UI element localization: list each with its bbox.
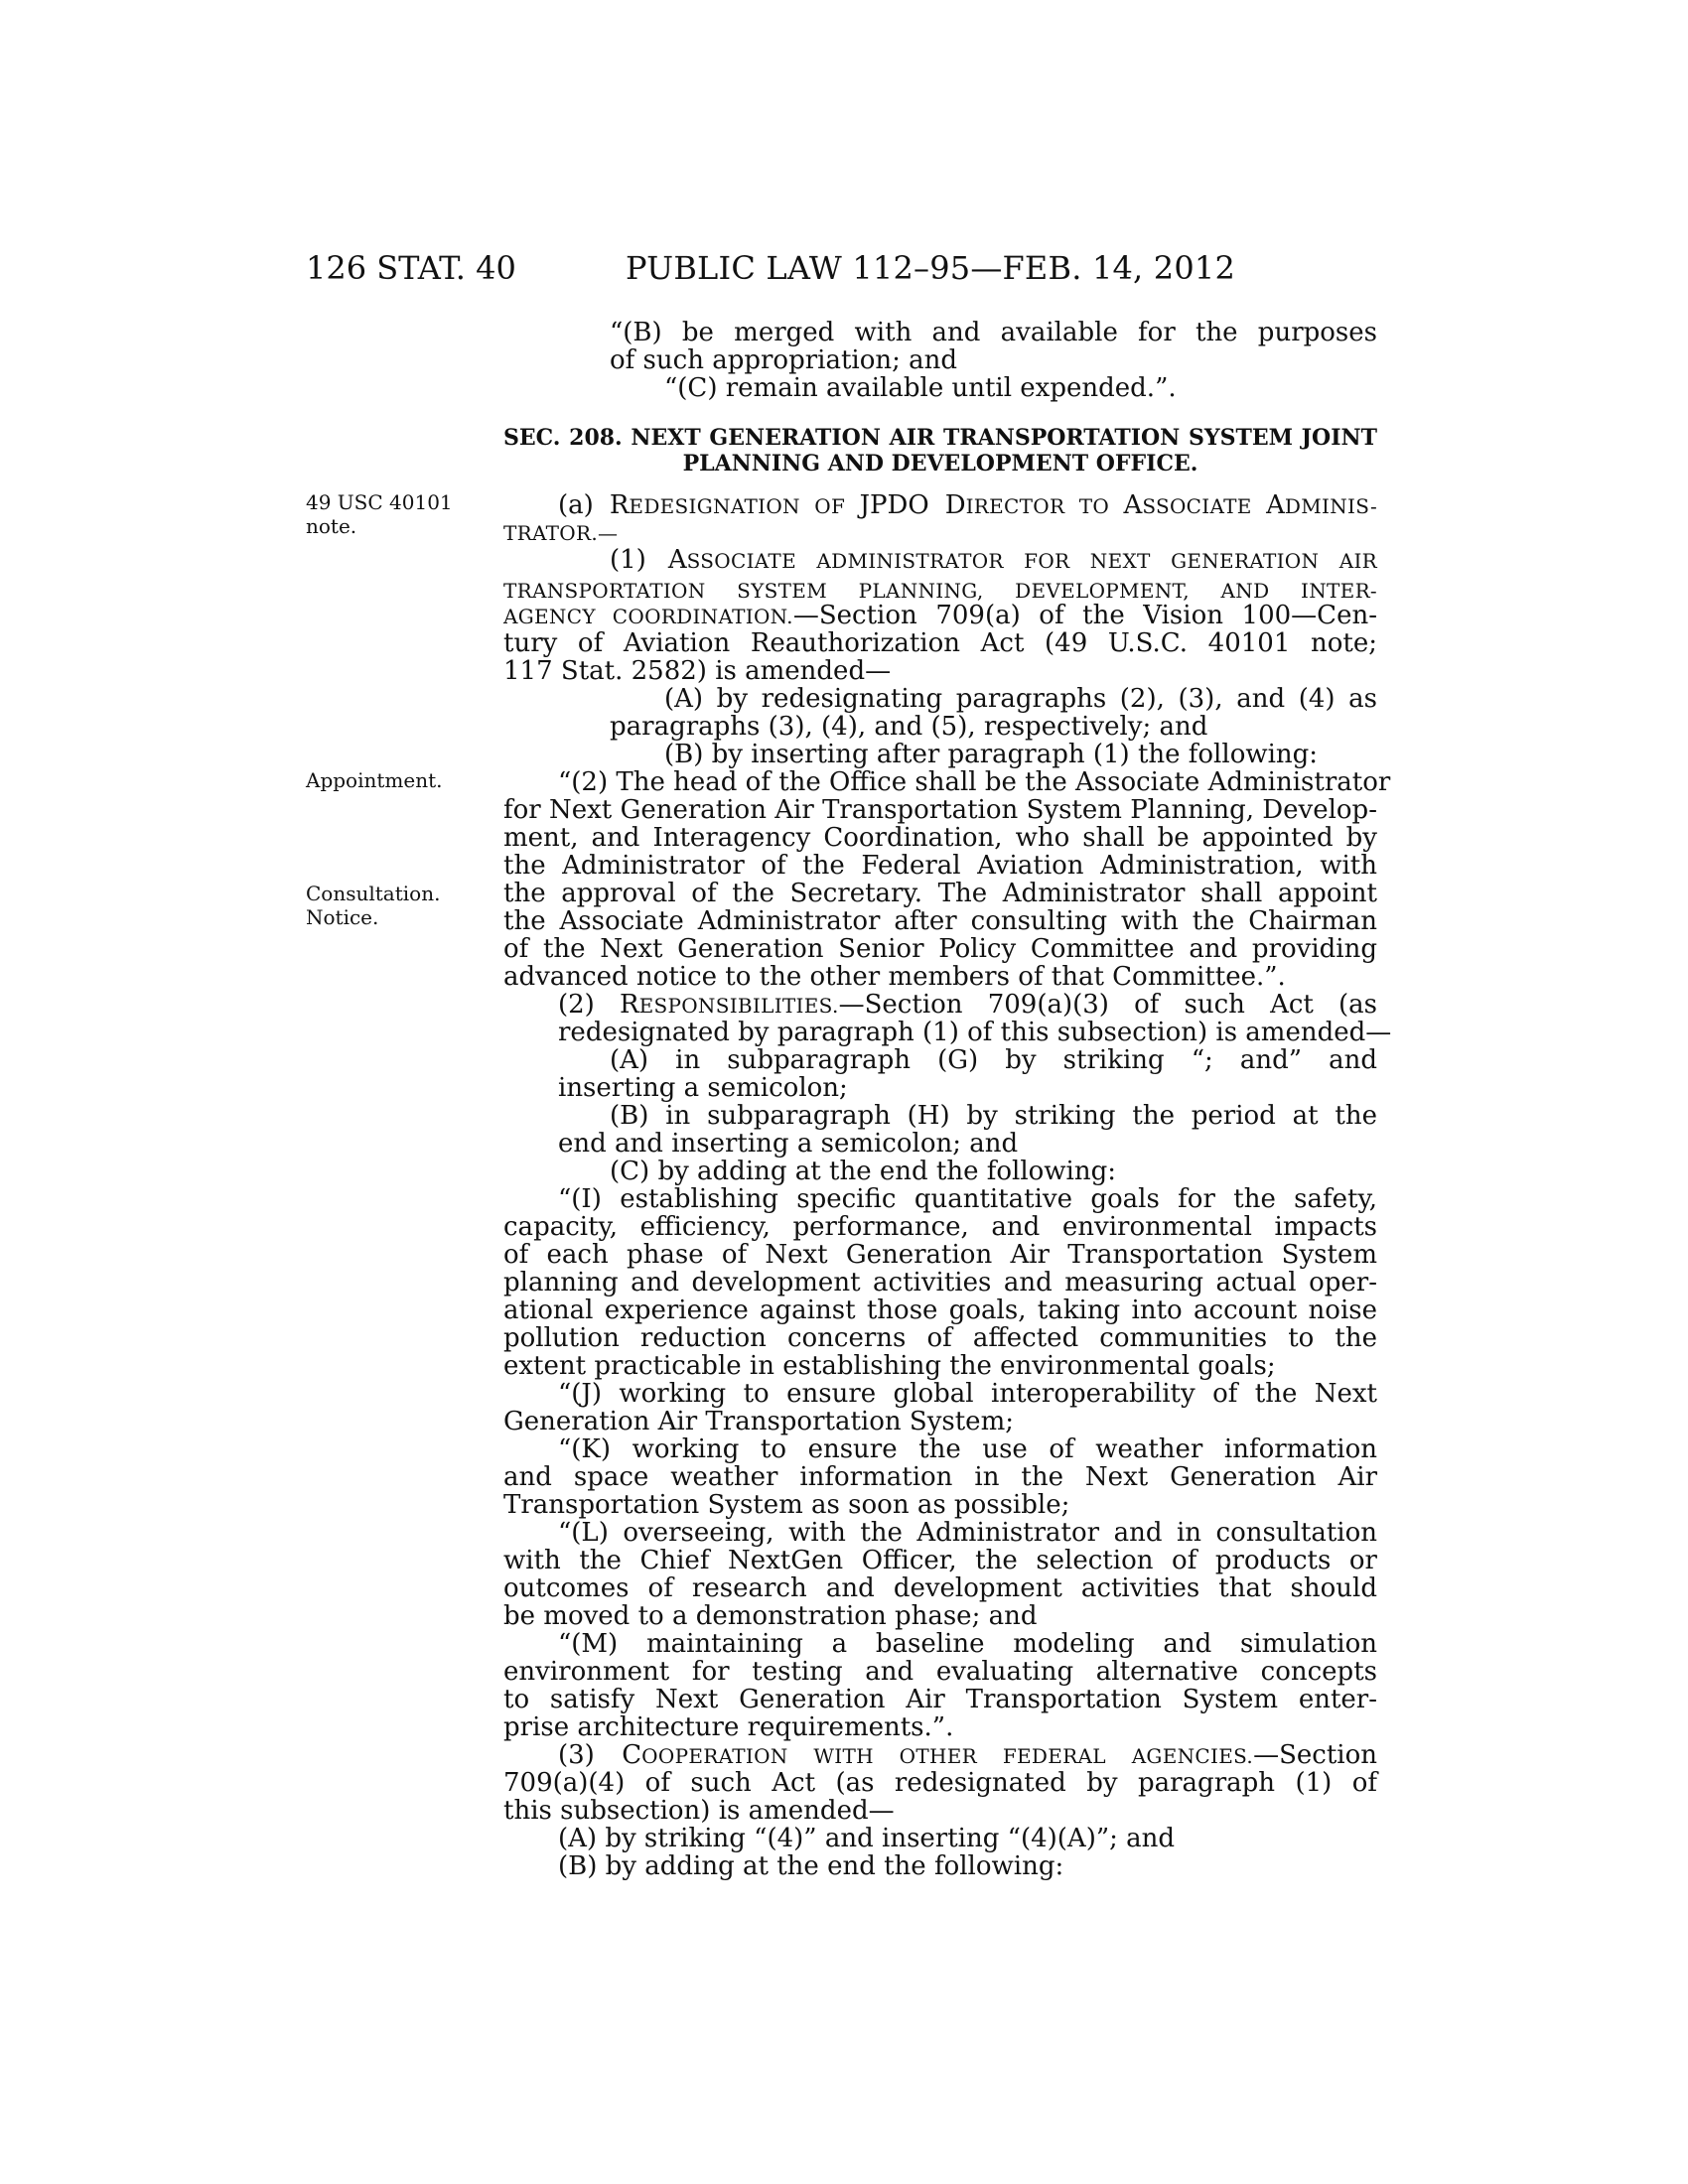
text-line: the approval of the Secretary. The Administrator shall appoint — [503, 879, 1377, 908]
text-line: (A) by redesignating paragraphs (2), (3), and (4) as — [664, 684, 1377, 714]
section-heading: SEC. 208. NEXT GENERATION AIR TRANSPORTATION SYSTEM JOINT — [503, 425, 1377, 451]
margin-note-appointment: Appointment. — [306, 768, 443, 792]
text-line: “(J) working to ensure global interoperability of the Next — [558, 1379, 1377, 1409]
text-line: of the Next Generation Senior Policy Committee and providing — [503, 934, 1377, 964]
text-line: and space weather information in the Next Generation Air — [503, 1462, 1377, 1492]
margin-note-consultation: Consultation. — [306, 882, 441, 905]
text-line: “(I) establishing specific quantitative goals for the safety, — [558, 1184, 1377, 1214]
text-line: the Associate Administrator after consulting with the Chairman — [503, 906, 1377, 936]
text-line: TRATOR.— — [503, 521, 619, 545]
text-line: (B) by adding at the end the following: — [558, 1851, 1064, 1881]
margin-note-usc: 49 USC 40101 — [306, 490, 453, 514]
text-line: (A) in subparagraph (G) by striking “; and” and — [610, 1045, 1377, 1075]
text-line: outcomes of research and development activities that should — [503, 1573, 1377, 1603]
text-line: extent practicable in establishing the environmental goals; — [503, 1351, 1276, 1381]
text-line: prise architecture requirements.”. — [503, 1712, 954, 1742]
text-line: Transportation System as soon as possible; — [503, 1490, 1070, 1520]
text-line: “(2) The head of the Office shall be the Associate Administrator — [558, 767, 1391, 797]
text-line: redesignated by paragraph (1) of this subsection) is amended— — [558, 1018, 1392, 1047]
text-line: paragraphs (3), (4), and (5), respectively; and — [610, 712, 1208, 742]
text-line: the Administrator of the Federal Aviation Administration, with — [503, 851, 1377, 881]
text-line: ment, and Interagency Coordination, who shall be appointed by — [503, 823, 1377, 853]
text-line: “(L) overseeing, with the Administrator and in consultation — [558, 1518, 1377, 1548]
text-line: “(B) be merged with and available for the purposes — [610, 318, 1377, 347]
text-line: (A) by striking “(4)” and inserting “(4)(A)”; and — [558, 1824, 1176, 1853]
page-stat-number: 126 STAT. 40 — [306, 249, 516, 287]
text-line: (B) in subparagraph (H) by striking the period at the — [610, 1101, 1377, 1131]
text-line: “(M) maintaining a baseline modeling and simulation — [558, 1629, 1377, 1659]
text-line: (C) by adding at the end the following: — [610, 1157, 1117, 1186]
text-line: ational experience against those goals, taking into account noise — [503, 1296, 1377, 1325]
margin-note-notice: Notice. — [306, 905, 379, 929]
text-line: with the Chief NextGen Officer, the selection of products or — [503, 1546, 1377, 1575]
text-line: of such appropriation; and — [610, 345, 958, 375]
text-line: planning and development activities and measuring actual oper- — [503, 1268, 1377, 1297]
text-line: for Next Generation Air Transportation System Planning, Develop- — [503, 795, 1377, 825]
text-line: TRANSPORTATION SYSTEM PLANNING, DEVELOPMENT, AND INTER- — [503, 579, 1377, 603]
text-line: end and inserting a semicolon; and — [558, 1129, 1019, 1159]
text-line: advanced notice to the other members of that Committee.”. — [503, 962, 1286, 992]
text-line: 117 Stat. 2582) is amended— — [503, 656, 892, 686]
subsection-a-heading: (a) REDESIGNATION OF JPDO DIRECTOR TO ASSOCIATE ADMINIS- — [558, 490, 1377, 520]
text-line: this subsection) is amended— — [503, 1796, 895, 1826]
text-line: to satisfy Next Generation Air Transportation System enter- — [503, 1685, 1377, 1714]
text-line: be moved to a demonstration phase; and — [503, 1601, 1038, 1631]
text-line: tury of Aviation Reauthorization Act (49 U.S.C. 40101 note; — [503, 628, 1377, 658]
paragraph-3-heading: (3) COOPERATION WITH OTHER FEDERAL AGENCIES.—Section — [558, 1740, 1377, 1770]
text-line: “(K) working to ensure the use of weather information — [558, 1434, 1377, 1464]
text-line: of each phase of Next Generation Air Transportation System — [503, 1240, 1377, 1270]
text-line: (B) by inserting after paragraph (1) the following: — [664, 740, 1319, 769]
section-heading-continued: PLANNING AND DEVELOPMENT OFFICE. — [682, 451, 1198, 477]
text-line: pollution reduction concerns of affected communities to the — [503, 1323, 1377, 1353]
paragraph-2-heading: (2) RESPONSIBILITIES.—Section 709(a)(3) of such Act (as — [558, 990, 1378, 1020]
text-line: Generation Air Transportation System; — [503, 1407, 1014, 1436]
text-line: inserting a semicolon; — [558, 1073, 848, 1103]
page-running-title: PUBLIC LAW 112–95—FEB. 14, 2012 — [626, 249, 1236, 287]
text-line: 709(a)(4) of such Act (as redesignated by paragraph (1) of — [503, 1768, 1377, 1798]
paragraph-1-heading: (1) ASSOCIATE ADMINISTRATOR FOR NEXT GENERATION AIR — [610, 545, 1377, 575]
margin-note-usc-note: note. — [306, 514, 357, 538]
text-line: environment for testing and evaluating alternative concepts — [503, 1657, 1377, 1687]
text-line: capacity, efficiency, performance, and environmental impacts — [503, 1212, 1377, 1242]
text-line: AGENCY COORDINATION.—Section 709(a) of the Vision 100—Cen- — [503, 601, 1377, 630]
text-line: “(C) remain available until expended.”. — [664, 373, 1177, 403]
